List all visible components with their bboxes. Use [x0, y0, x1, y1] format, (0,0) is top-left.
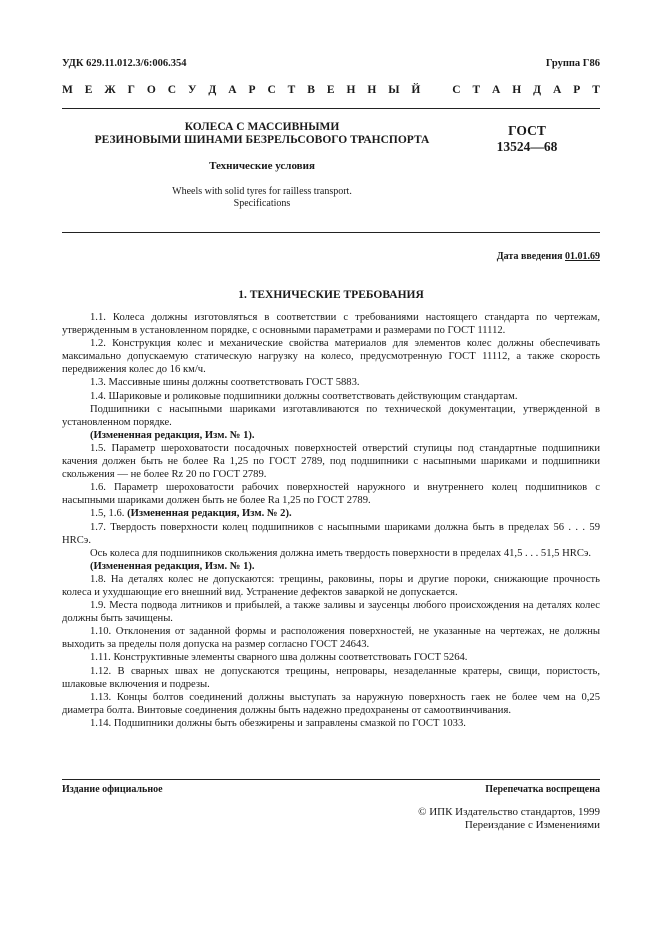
- paragraph-text: 1.6. Параметр шероховатости рабочих поверхностей наружного и внутреннего колец подшипников с насыпными шариками должен быть не более Ra 1,25 по ГОСТ 2789.: [62, 482, 600, 507]
- copyright-block: [418, 806, 600, 832]
- paragraph: [62, 625, 600, 651]
- group-code: Группа Г86: [545, 58, 600, 69]
- paragraph-text: 1.5, 1.6.: [90, 508, 128, 520]
- banner-letter: Ж: [104, 84, 116, 96]
- banner-letter: С: [452, 84, 461, 96]
- paragraph: [62, 599, 600, 625]
- banner-letter: М: [62, 84, 73, 96]
- banner-letter: Н: [512, 84, 522, 96]
- paragraph-text: 1.4. Шариковые и роликовые подшипники должны соответствовать действующим стандартам.: [90, 390, 518, 402]
- body-text: [62, 311, 600, 730]
- paragraph-text: 1.1. Колеса должны изготовляться в соответствии с требованиями настоящего стандарта по чертежам, утвержденным в установленном порядке, с основными параметрами и размерами по ГОСТ 11112.: [62, 312, 600, 337]
- banner-letter: Д: [208, 84, 217, 96]
- paragraph-text: 1.9. Места подвода литников и прибылей, а также заливы и заусенцы любого происхождения на деталях колес должны быть зачищены.: [62, 600, 600, 625]
- banner-letter: О: [146, 84, 156, 96]
- amendment-note: (Измененная редакция, Изм. № 2).: [127, 508, 292, 520]
- paragraph-text: 1.10. Отклонения от заданной формы и расположения поверхностей, не указанные на чертежах, не должны выходить за пределы поля допуска на размер согласно ГОСТ 24643.: [62, 626, 600, 651]
- banner-letter: Т: [287, 84, 296, 96]
- paragraph: [62, 560, 600, 573]
- paragraph-text: 1.13. Концы болтов соединений должны выступать за наружную поверхность гаек не более чем на 0,25 диаметра болта. Винтовые соединения должны быть надежно предохранены от самоотвинчивания.: [62, 691, 600, 716]
- paragraph-text: 1.11. Конструктивные элементы сварного шва должны соответствовать ГОСТ 5264.: [90, 652, 468, 664]
- header-rule: [62, 108, 600, 109]
- paragraph-text: 1.7. Твердость поверхности колец подшипников с насыпными шариками должна быть в пределах 56 . . . 59 HRCэ.: [62, 521, 600, 546]
- amendment-note: (Измененная редакция, Изм. № 1).: [90, 429, 255, 441]
- paragraph: [62, 311, 600, 337]
- subtitle: Технические условия: [209, 160, 315, 172]
- banner-letter: А: [492, 84, 501, 96]
- paragraph: [62, 717, 600, 730]
- standard-banner: [62, 84, 600, 96]
- paragraph: [62, 390, 600, 403]
- paragraph: [62, 691, 600, 717]
- banner-letter: Н: [367, 84, 377, 96]
- paragraph: [62, 429, 600, 442]
- paragraph-text: 1.2. Конструкция колес и механические свойства материалов для элементов колес должны обеспечивать максимально допускаемую статическую нагрузку на колесо, предусмотренную ГОСТ 11112, а также скорость передвижения колес до 16 км/ч.: [62, 338, 600, 376]
- banner-letter: Т: [592, 84, 600, 96]
- reprint-prohibited: Перепечатка воспрещена: [485, 784, 600, 795]
- title-line-1: КОЛЕСА С МАССИВНЫМИ: [184, 121, 340, 133]
- paragraph: [62, 521, 600, 547]
- gost-code: [472, 123, 582, 155]
- paragraph: [62, 573, 600, 599]
- paragraph: [62, 547, 600, 560]
- english-title: [62, 186, 462, 210]
- paragraph-text: 1.12. В сварных швах не допускаются трещины, непровары, незаделанные кратеры, свищи, пористость, шлаковые включения и подрезы.: [62, 665, 600, 690]
- banner-letter: Р: [248, 84, 256, 96]
- banner-letter: У: [188, 84, 197, 96]
- english-title-line-2: Specifications: [233, 198, 291, 209]
- paragraph-text: 1.5. Параметр шероховатости посадочных поверхностей отверстий ступицы под стандартные подшипники качения должен быть не более Ra 1,25 по ГОСТ 2789, под подшипники с насыпными шариками и подшипники скольжения — не более Rz 20 по ГОСТ 2789.: [62, 442, 600, 481]
- paragraph-text: Ось колеса для подшипников скольжения должна иметь твердость поверхности в пределах 41,5 . . . 51,5 HRCэ.: [90, 547, 592, 559]
- copyright: © ИПК Издательство стандартов, 1999: [418, 806, 600, 818]
- title-line-2: РЕЗИНОВЫМИ ШИНАМИ БЕЗРЕЛЬСОВОГО ТРАНСПОРТА: [94, 134, 430, 146]
- banner-letter: А: [228, 84, 237, 96]
- banner-letter: С: [267, 84, 276, 96]
- paragraph: [62, 651, 600, 664]
- paragraph: [62, 376, 600, 389]
- banner-letter: Й: [411, 84, 421, 96]
- introduction-date: [497, 251, 600, 262]
- banner-letter: Д: [533, 84, 542, 96]
- banner-letter: В: [307, 84, 315, 96]
- paragraph: [62, 403, 600, 429]
- udk-code: УДК 629.11.012.3/6:006.354: [62, 58, 187, 69]
- paragraph: [62, 665, 600, 691]
- paragraph-text: 1.14. Подшипники должны быть обезжирены и заправлены смазкой по ГОСТ 1033.: [90, 717, 466, 729]
- footer-rule: [62, 779, 600, 780]
- banner-letter: Т: [472, 84, 481, 96]
- banner-letter: Ы: [388, 84, 400, 96]
- banner-letter: Е: [84, 84, 93, 96]
- gost-label: ГОСТ: [508, 123, 546, 138]
- paragraph: [62, 337, 600, 376]
- paragraph: [62, 442, 600, 481]
- date-label: Дата введения: [496, 251, 563, 262]
- banner-letter: Н: [346, 84, 356, 96]
- banner-letter: С: [167, 84, 177, 96]
- paragraph-text: Подшипники с насыпными шариками изготавливаются по технической документации, утвержденной в установленном порядке.: [62, 403, 600, 428]
- banner-letter: Е: [326, 84, 335, 96]
- english-title-line-1: Wheels with solid tyres for railless transport.: [172, 186, 352, 197]
- banner-letter: Г: [127, 84, 135, 96]
- paragraph-text: 1.8. На деталях колес не допускаются: трещины, раковины, поры и другие пороки, снижающие прочность колеса и ухудшающие его внешний вид. Устранение дефектов заваркой не допускается.: [62, 573, 600, 598]
- gost-number: 13524—68: [496, 139, 558, 154]
- paragraph: [62, 481, 600, 507]
- official-edition: Издание официальное: [62, 784, 163, 795]
- banner-letter: А: [553, 84, 562, 96]
- title-block: [62, 121, 462, 210]
- title-rule: [62, 232, 600, 233]
- section-title: 1. ТЕХНИЧЕСКИЕ ТРЕБОВАНИЯ: [238, 289, 424, 301]
- reissue-note: Переиздание с Изменениями: [464, 819, 600, 831]
- paragraph: [62, 507, 600, 520]
- banner-gap: [432, 84, 440, 96]
- amendment-note: (Измененная редакция, Изм. № 1).: [90, 560, 255, 572]
- paragraph-text: 1.3. Массивные шины должны соответствовать ГОСТ 5883.: [90, 377, 360, 389]
- banner-letter: Р: [573, 84, 581, 96]
- date-value: 01.01.69: [565, 251, 600, 262]
